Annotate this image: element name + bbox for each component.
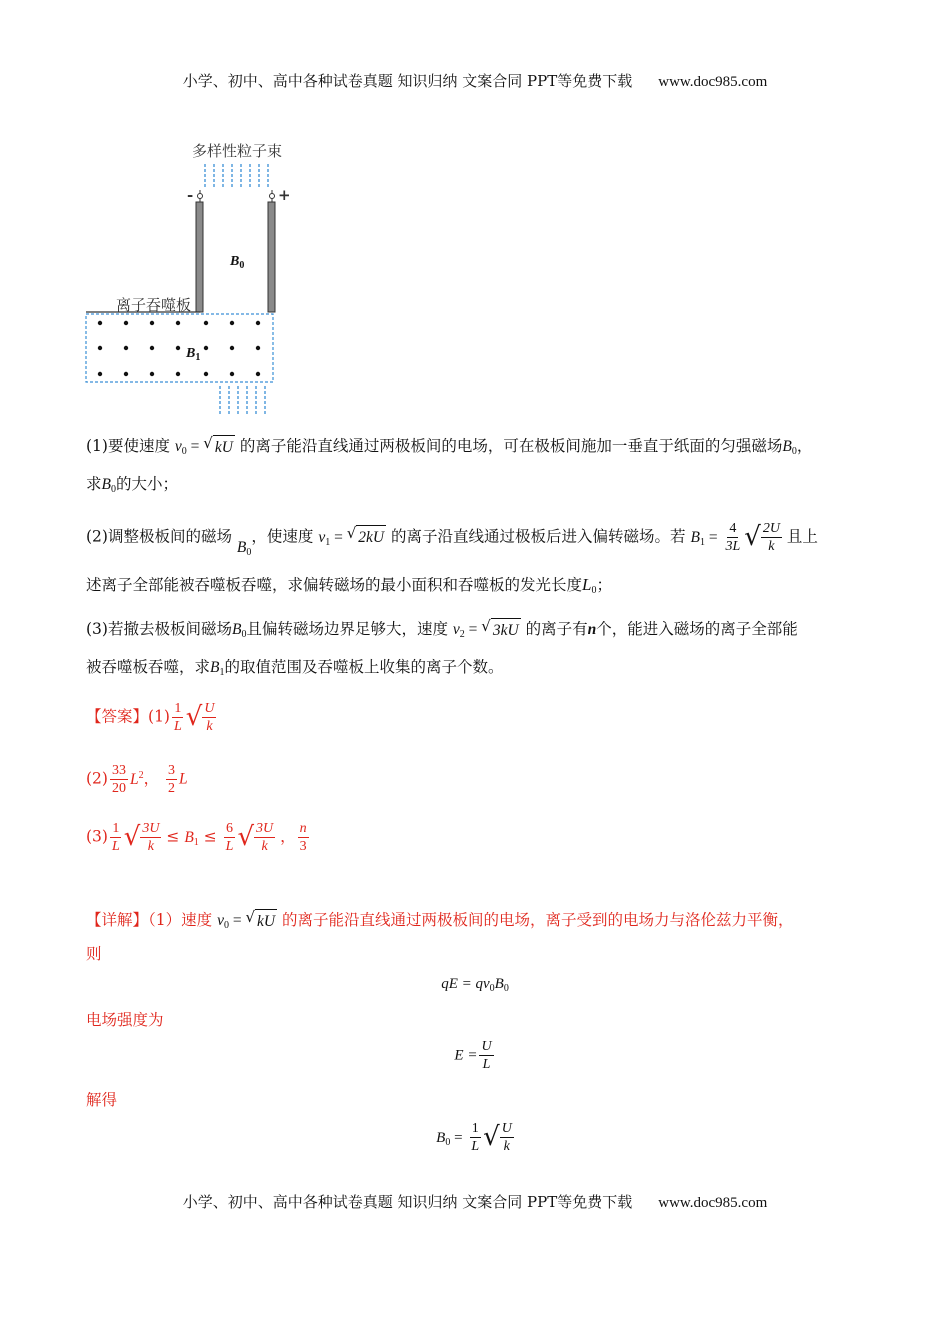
field-b0-label: $B_0$ xyxy=(230,254,245,271)
question-2-line-2: 述离子全部能被吞噬板吞噬，求偏转磁场的最小面积和吞噬板的发光长度$L_0$； xyxy=(86,575,612,596)
detail-line-4: 解得 xyxy=(86,1091,118,1109)
minus-sign: - xyxy=(187,186,194,204)
detail-line-1: 【详解】（1）速度 $v_0$ = √ kU 的离子能沿直线通过两极板间的电场，离子受到的电场力与洛伦兹力平衡， xyxy=(86,908,794,938)
question-3-line-1: (3)若撤去极板间磁场$B_0$且偏转磁场边界足够大，速度 $v_2$ = √ 3kU 的离子有n个，能进入磁场的离子全部能 xyxy=(86,617,798,647)
detail-line-3: 电场强度为 xyxy=(86,1011,164,1029)
figure-drawing xyxy=(0,130,950,420)
plate-label: 离子吞噬板 xyxy=(116,296,192,314)
footer-text: 小学、初中、高中各种试卷真题 知识归纳 文案合同 PPT等免费下载 xyxy=(182,1193,633,1211)
equation-b0-result: $B_0$ = $\frac{1}{L}$ √ $\frac{U}{k}$ xyxy=(436,1121,512,1154)
equation-force-balance: qE = $qv_0B_0$ xyxy=(441,976,509,994)
plus-sign: + xyxy=(278,186,291,204)
field-dots xyxy=(98,321,260,376)
beam-lines-bottom xyxy=(220,386,265,416)
question-3-line-2: 被吞噬板吞噬，求$B_1$的取值范围及吞噬板上收集的离子个数。 xyxy=(86,658,504,678)
physics-figure xyxy=(0,130,950,420)
detail-line-2: 则 xyxy=(86,945,102,963)
answer-1: 【答案】(1) $\frac{1}{L}$ √ $\frac{U}{k}$ xyxy=(86,701,215,734)
field-b1-label: $B_1$ xyxy=(186,346,201,363)
footer-site: www.doc985.com xyxy=(658,1195,768,1211)
answer-3: (3) $\frac{1}{L}$ √ $\frac{3U}{k}$ ≤ $B_1$ ≤ $\frac{6}{L}$ √ $\frac{3U}{k}$ ， $\frac{n}{3}$ xyxy=(86,821,307,854)
equation-field-strength: E = $\frac{U}{L}$ xyxy=(454,1039,492,1072)
page-header xyxy=(0,70,950,91)
question-1-line-1: (1)要使速度 $v_0$ = √ kU 的离子能沿直线通过两极板间的电场，可在极板间施加一垂直于纸面的匀强磁场$B_0$， xyxy=(86,434,812,464)
header-site: www.doc985.com xyxy=(658,74,768,90)
beam-lines-top xyxy=(205,164,268,188)
answer-2: (2) $\frac{33}{20}$ $L^2$， $\frac{3}{2}$ L xyxy=(86,763,188,796)
left-plate xyxy=(196,190,203,312)
page-footer xyxy=(0,1191,950,1212)
right-plate xyxy=(268,190,275,312)
question-1-line-2: 求$B_0$的大小； xyxy=(86,475,178,495)
beam-label: 多样性粒子束 xyxy=(192,142,283,160)
header-text: 小学、初中、高中各种试卷真题 知识归纳 文案合同 PPT等免费下载 xyxy=(182,72,633,90)
question-2-line-1: (2)调整极板间的磁场 $B_0$，使速度 $v_1$ = √ 2kU 的离子沿直线通过极板后进入偏转磁场。若 $B_1$ = $\frac{4}{3L}$ √ $\frac{2U}{k}$ 且上 xyxy=(86,521,818,558)
